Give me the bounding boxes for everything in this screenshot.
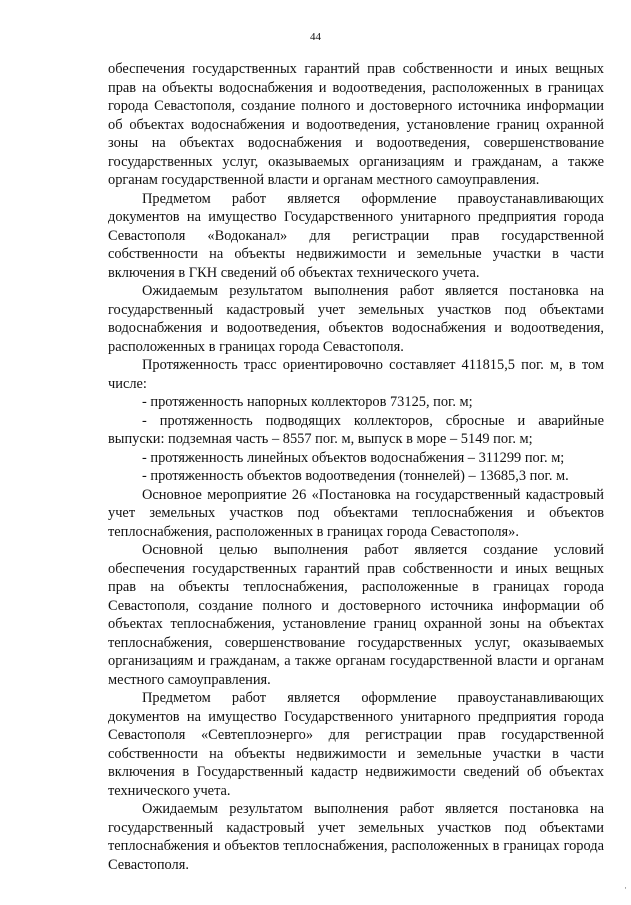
paragraph: Протяженность трасс ориентировочно составляет 411815,5 пог. м, в том числе: — [108, 357, 604, 392]
list-item: - протяженность подводящих коллекторов, сбросные и аварийные выпуски: подземная часть – 8557 пог. м, выпуск в море – 5149 пог. м; — [108, 412, 604, 447]
page-number: 44 — [310, 31, 321, 43]
paragraph: Предметом работ является оформление правоустанавливающих документов на имущество Государственного унитарного предприятия города Севастополя «Севтеплоэнерго» для регистрации прав государственной собственности на объекты недвижимости и земельные участки в части включения в Государственный кадастр недвижимости сведений об объектах технического учета. — [108, 690, 604, 799]
paragraph: Основное мероприятие 26 «Постановка на государственный кадастровый учет земельных участков под объектами теплоснабжения и объектов теплоснабжения, расположенных в границах города Севастополя». — [108, 486, 604, 540]
paragraph: обеспечения государственных гарантий прав собственности и иных вещных прав на объекты водоснабжения и водоотведения, расположенных в границах города Севастополя, создание полного и достоверного источника информации об объектах водоснабжения и водоотведения, установление границ охранной зоны на объектах водоснабжения и водоотведения, совершенствование государственных услуг, оказываемых организациям и гражданам, а также органам государственной власти и органам местного самоуправления. — [108, 61, 604, 188]
body-text — [108, 60, 604, 874]
list-item: - протяженность объектов водоотведения (тоннелей) – 13685,3 пог. м. — [142, 468, 569, 484]
paragraph: Основной целью выполнения работ является создание условий обеспечения государственных гарантий прав собственности и иных вещных прав на объекты теплоснабжения, расположенные в границах города Севастополя, создание полного и достоверного источника информации об объектах теплоснабжения, установление границ охранной зоны на объектах теплоснабжения, совершенствование государственных услуг, оказываемых организациям и гражданам, а также органам государственной власти и органам местного самоуправления. — [108, 542, 604, 688]
paragraph: Ожидаемым результатом выполнения работ является постановка на государственный кадастровый учет земельных участков под объектами водоснабжения и водоотведения, объектов водоснабжения и водоотведения, расположенных в границах города Севастополя. — [108, 283, 604, 355]
scan-mark: · — [624, 883, 627, 893]
paragraph: Ожидаемым результатом выполнения работ является постановка на государственный кадастровый учет земельных участков под объектами теплоснабжения и объектов теплоснабжения, расположенных в границах города Севастополя. — [108, 801, 604, 873]
paragraph: Предметом работ является оформление правоустанавливающих документов на имущество Государственного унитарного предприятия города Севастополя «Водоканал» для регистрации прав государственной собственности на объекты недвижимости и земельные участки в части включения в ГКН сведений об объектах технического учета. — [108, 190, 604, 281]
list-item: - протяженность напорных коллекторов 73125, пог. м; — [142, 394, 473, 410]
list-item: - протяженность линейных объектов водоснабжения – 311299 пог. м; — [142, 449, 565, 466]
